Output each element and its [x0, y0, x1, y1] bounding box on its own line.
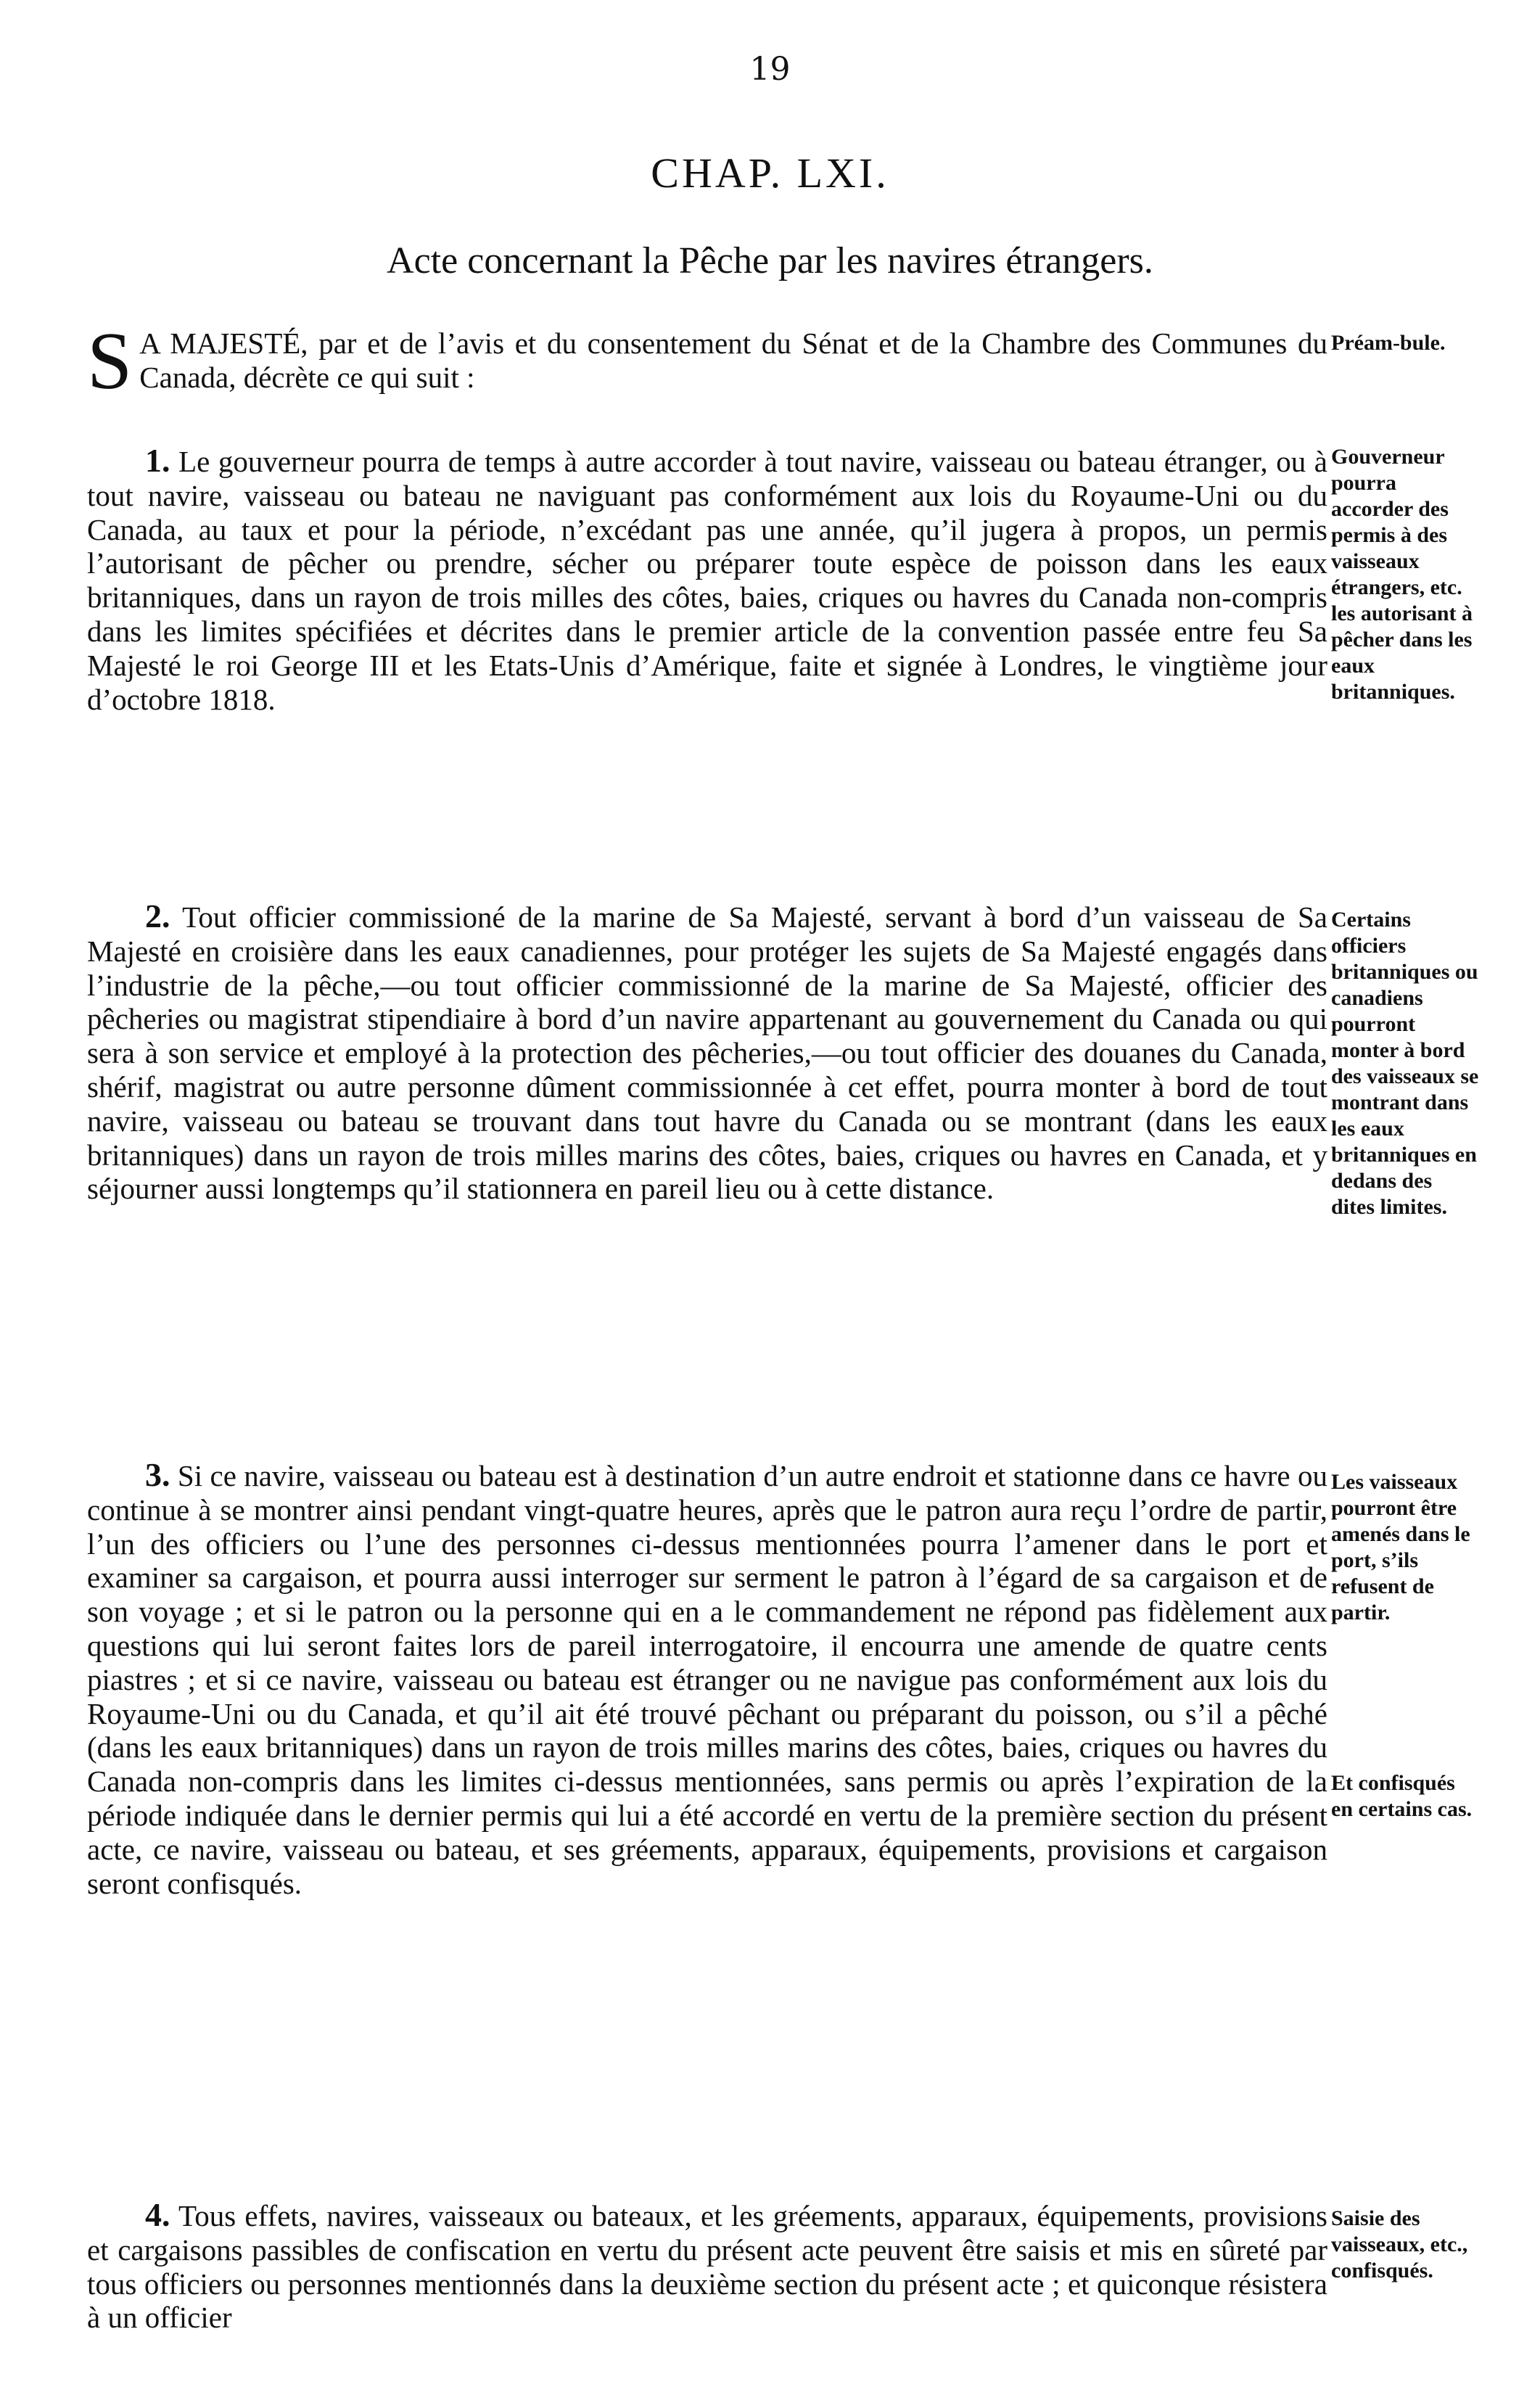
margin-note-preamble: Préam-bule. — [1331, 331, 1446, 355]
margin-note-section-1: Gouverneur pourra accorder des permis à des vaisseaux étrangers, etc. les autorisant à pêcher dans les eaux britanniques. — [1331, 445, 1473, 704]
margin-note-section-4: Saisie des vaisseaux, etc., confisqués. — [1331, 2206, 1468, 2282]
section-2-paragraph — [87, 897, 1327, 1206]
section-1-text: Le gouverneur pourra de temps à autre accorder à tout navire, vaisseau ou bateau étranger, ou à tout navire, vaisseau ou bateau ne naviguant pas conformément aux lois du Royaume-Uni ou du Canada, au taux et pour la période, n’excédant pas une année, qu’il jugera à propos, un permis l’autorisant de pêcher ou prendre, sécher ou préparer toute espèce de poisson dans les eaux britanniques, dans un rayon de trois milles des côtes, baies, criques ou havres du Canada non-compris dans les limites spécifiées et décrites dans le premier article de la convention passée entre feu Sa Majesté le roi George III et les Etats-Unis d’Amérique, faite et signée à Londres, le vingtième jour d’octobre 1818. — [87, 445, 1327, 716]
preamble-paragraph — [87, 316, 1327, 406]
preamble-dropcap: S — [87, 316, 133, 406]
margin-note-section-3a: Les vaisseaux pourront être amenés dans le port, s’ils refusent de partir. — [1331, 1470, 1470, 1624]
section-3-number: 3. — [145, 1456, 170, 1493]
section-2-number: 2. — [145, 897, 170, 934]
margin-note-section-2: Certains officiers britanniques ou canadiens pourront monter à bord des vaisseaux se montrant dans les eaux britanniques en dedans des dites limites. — [1331, 908, 1479, 1219]
section-4-paragraph — [87, 2198, 1327, 2335]
margin-note-section-3b: Et confisqués en certains cas. — [1331, 1771, 1473, 1821]
section-4-text: Tous effets, navires, vaisseaux ou bateaux, et les gréements, apparaux, équipements, provisions et cargaisons passibles de confiscation en vertu du présent acte peuvent être saisis et mis en sûreté par tous officiers ou personnes mentionnés dans la deuxième section du présent acte ; et quiconque résistera à un officier — [87, 2199, 1328, 2335]
section-1-number: 1. — [145, 442, 170, 479]
section-3-paragraph — [87, 1458, 1327, 1900]
act-title: Acte concernant la Pêche par les navires étrangers. — [387, 240, 1153, 282]
chapter-heading: CHAP. LXI. — [651, 149, 889, 197]
section-1-paragraph — [87, 444, 1327, 716]
page-number: 19 — [749, 51, 791, 88]
preamble-text: A MAJESTÉ, par et de l’avis et du consentement du Sénat et de la Chambre des Communes du Canada, décrète ce qui suit : — [139, 326, 1327, 394]
section-4-number: 4. — [145, 2196, 170, 2233]
section-2-text: Tout officier commissioné de la marine de Sa Majesté, servant à bord d’un vaisseau de Sa Majesté en croisière dans les eaux canadiennes, pour protéger les sujets de Sa Majesté engagés dans l’industrie de la pêche,—ou tout officier commissionné de la marine de Sa Majesté, officier des pêcheries ou magistrat stipendiaire à bord d’un navire appartenant au gouvernement du Canada ou qui sera à son service et employé à la protection des pêcheries,—ou tout officier des douanes du Canada, shérif, magistrat ou autre personne dûment commissionnée à cet effet, pourra monter à bord de tout navire, vaisseau ou bateau se trouvant dans tout havre du Canada ou se montrant (dans les eaux britanniques) dans un rayon de trois milles marins des côtes, baies, criques ou havres en Canada, et y séjourner aussi longtemps qu’il stationnera en pareil lieu ou à cette distance. — [87, 900, 1327, 1206]
section-3-text: Si ce navire, vaisseau ou bateau est à destination d’un autre endroit et stationne dans ce havre ou continue à se montrer ainsi pendant vingt-quatre heures, après que le patron aura reçu l’ordre de partir, l’un des officiers ou l’une des personnes ci-dessus mentionnées pourra l’amener dans le port et examiner sa cargaison, et pourra aussi interroger sur serment le patron à l’égard de sa cargaison et de son voyage ; et si le patron ou la personne qui en a le commandement ne répond pas fidèlement aux questions qui lui seront faites lors de pareil interrogatoire, il encourra une amende de quatre cents piastres ; et si ce navire, vaisseau ou bateau est étranger ou ne navigue pas conformément aux lois du Royaume-Uni ou du Canada, et qu’il ait été trouvé pêchant ou préparant du poisson, ou s’il a pêché (dans les eaux britanniques) dans un rayon de trois milles marins des côtes, baies, criques ou havres du Canada non-compris dans les limites ci-dessus mentionnées, sans permis ou après l’expiration de la période indiquée dans le dernier permis qui lui a été accordé en vertu de la première section du présent acte, ce navire, vaisseau ou bateau, et ses gréements, apparaux, équipements, provisions et cargaison seront confisqués. — [87, 1459, 1327, 1900]
